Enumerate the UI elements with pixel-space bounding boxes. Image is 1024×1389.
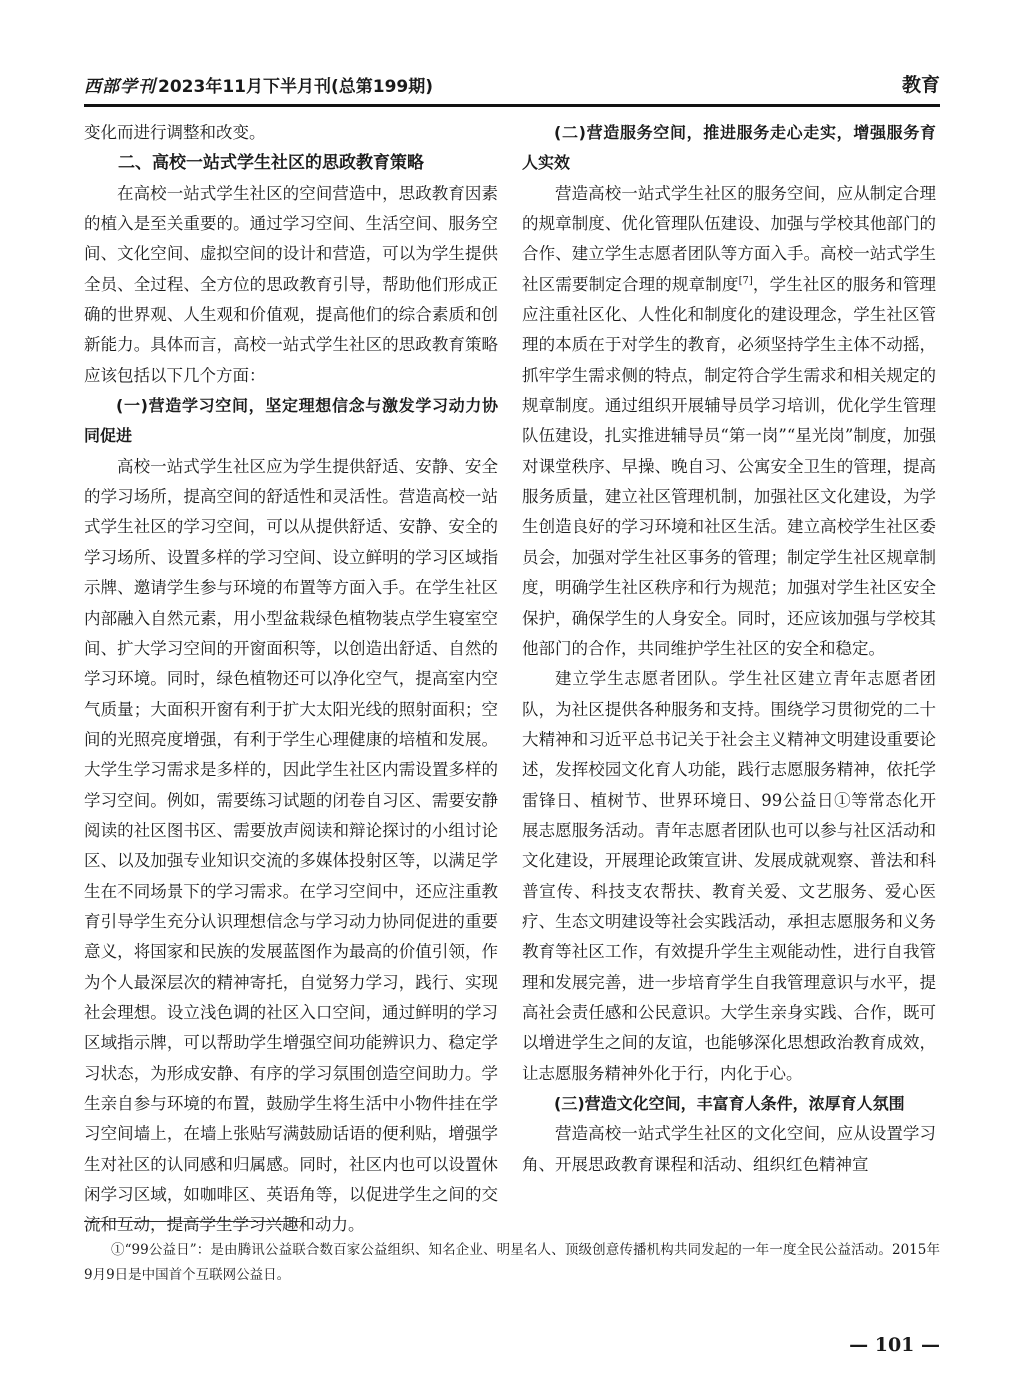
page-number: — 101 — <box>849 1334 940 1356</box>
issue-info: 2023年11月下半月刊(总第199期) <box>158 77 433 97</box>
footnote: ①“99公益日”：是由腾讯公益联合数百家公益组织、知名企业、明星名人、顶级创意传播机构共同发起的一年一度全民公益活动。2015年9月9日是中国首个互联网公益日。 <box>84 1242 940 1283</box>
section-heading: 二、高校一站式学生社区的思政教育策略 <box>118 153 424 174</box>
subsection-heading-2: (二)营造服务空间，推进服务走心走实，增强服务育人实效 <box>522 123 936 173</box>
journal-logo: 西部学刊 <box>84 77 156 97</box>
left-column <box>84 118 498 1241</box>
paragraph-service-space <box>522 179 936 665</box>
paragraph-culture-space: 营造高校一站式学生社区的文化空间，应从设置学习角、开展思政教育课程和活动、组织红色精神宣 <box>522 1124 936 1174</box>
right-column <box>522 118 936 1180</box>
running-header <box>84 68 940 107</box>
footnote-divider <box>84 1221 300 1222</box>
paragraph-text: 建立学生志愿者团队。学生社区建立青年志愿者团队，为社区提供各种服务和支持。围绕学习贯彻党的二十大精神和习近平总书记关于社会主义精神文明建设重要论述，发挥校园文化育人功能，践行志愿服务精神，依托学雷锋日、植树节、世界环境日、99公益日 <box>522 669 936 810</box>
section-label: 教育 <box>901 74 940 96</box>
paragraph-learning-space: 高校一站式学生社区应为学生提供舒适、安静、安全的学习场所，提高空间的舒适性和灵活性。营造高校一站式学生社区的学习空间，可以从提供舒适、安静、安全的学习场所、设置多样的学习空间、设立鲜明的学习区域指示牌、邀请学生参与环境的布置等方面入手。在学生社区内部融入自然元素，用小型盆栽绿色植物装点学生寝室空间、扩大学习空间的开窗面积等，以创造出舒适、自然的学习环境。同时，绿色植物还可以净化空气，提高室内空气质量；大面积开窗有利于扩大太阳光线的照射面积；空间的光照亮度增强，有利于学生心理健康的培植和发展。大学生学习需求是多样的，因此学生社区内需设置多样的学习空间。例如，需要练习试题的闭卷自习区、需要安静阅读的社区图书区、需要放声阅读和辩论探讨的小组讨论区、以及加强专业知识交流的多媒体投射区等，以满足学生在不同场景下的学习需求。在学习空间中，还应注重教育引导学生充分认识理想信念与学习动力协同促进的重要意义，将国家和民族的发展蓝图作为最高的价值引领，作为个人最深层次的精神寄托，自觉努力学习，践行、实现社会理想。设立浅色调的社区入口空间，通过鲜明的学习区域指示牌，可以帮助学生增强空间功能辨识力、稳定学习状态，为形成安静、有序的学习氛围创造空间助力。学生亲自参与环境的布置，鼓励学生将生活中小物件挂在学习空间墙上，在墙上张贴写满鼓励话语的便利贴，增强学生对社区的认同感和归属感。同时，社区内也可以设置休闲学习区域，如咖啡区、英语角等，以促进学生之间的交流和互动，提高学生学习兴趣和动力。 <box>84 456 498 1235</box>
paragraph-intro: 在高校一站式学生社区的空间营造中，思政教育因素的植入是至关重要的。通过学习空间、生活空间、服务空间、文化空间、虚拟空间的设计和营造，可以为学生提供全员、全过程、全方位的思政教育引导，帮助他们形成正确的世界观、人生观和价值观，提高他们的综合素质和创新能力。具体而言，高校一站式学生社区的思政教育策略应该包括以下几个方面： <box>84 183 498 385</box>
paragraph-text: ，学生社区的服务和管理应注重社区化、人性化和制度化的建设理念，学生社区管理的本质在于对学生的教育，必须坚持学生主体不动摇，抓牢学生需求侧的特点，制定符合学生需求和相关规定的规章制度。通过组织开展辅导员学习培训，优化学生管理队伍建设，扎实推进辅导员“第一岗”“星光岗”制度，加强对课堂秩序、早操、晚自习、公寓安全卫生的管理，提高服务质量，建立社区管理机制，加强社区文化建设，为学生创造良好的学习环境和社区生活。建立高校学生社区委员会，加强对学生社区事务的管理；制定学生社区规章制度，明确学生社区秩序和行为规范；加强对学生社区安全保护，确保学生的人身安全。同时，还应该加强与学校其他部门的合作，共同维护学生社区的安全和稳定。 <box>522 274 937 658</box>
paragraph-continued: 变化而进行调整和改变。 <box>84 123 266 142</box>
footnote-marker: ① <box>834 790 852 810</box>
subsection-heading-3: (三)营造文化空间，丰富育人条件，浓厚育人氛围 <box>554 1094 905 1113</box>
citation-marker: [7] <box>738 275 753 287</box>
subsection-heading-1: (一)营造学习空间，坚定理想信念与激发学习动力协同促进 <box>84 396 498 446</box>
paragraph-text: 等常态化开展志愿服务活动。青年志愿者团队也可以参与社区活动和文化建设，开展理论政策宣讲、发展成就观察、普法和科普宣传、科技支农帮扶、教育关爱、文艺服务、爱心医疗、生态文明建设等社会实践活动，承担志愿服务和义务教育等社区工作，有效提升学生主观能动性，进行自我管理和发展完善，进一步培育学生自我管理意识与水平，提高社会责任感和公民意识。大学生亲身实践、合作，既可以增进学生之间的友谊，也能够深化思想政治教育成效，让志愿服务精神外化于行，内化于心。 <box>522 790 937 1083</box>
paragraph-volunteer-team <box>522 664 936 1089</box>
journal-title <box>84 72 433 97</box>
paragraph-text: 营造高校一站式学生社区的服务空间，应从制定合理的规章制度、优化管理队伍建设、加强与学校其他部门的合作、建立学生志愿者团队等方面入手。高校一站式学生社区需要制定合理的规章制度 <box>522 183 936 294</box>
